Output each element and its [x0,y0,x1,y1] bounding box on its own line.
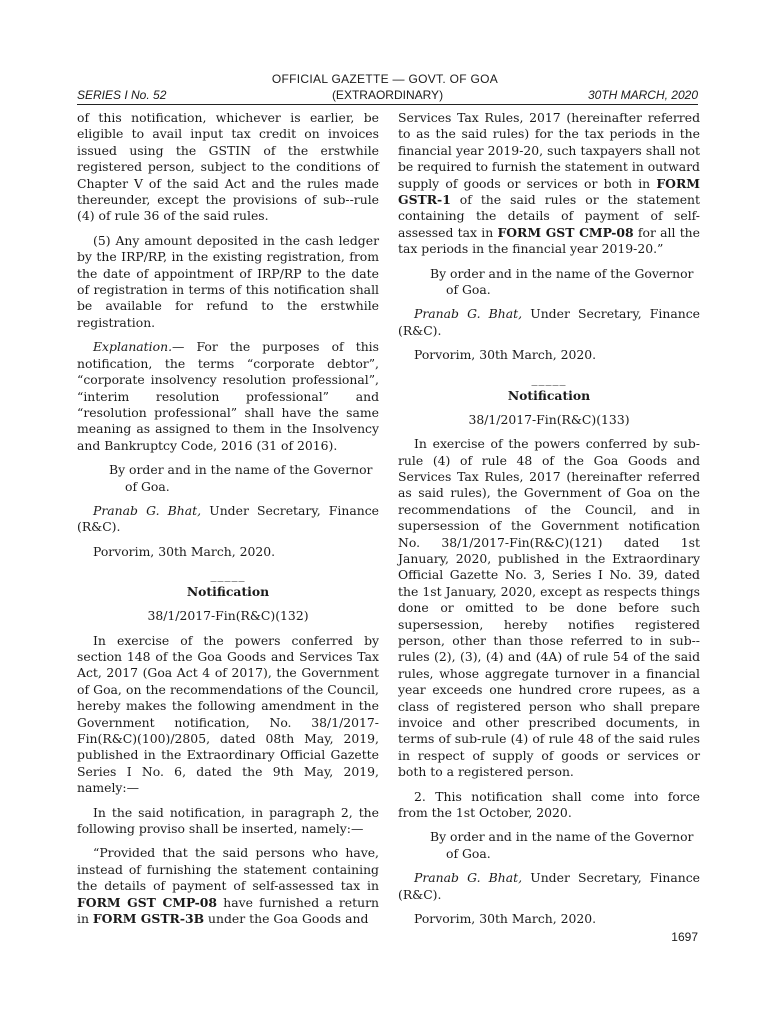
signer-name: Pranab G. Bhat, [414,306,523,322]
order-line-2: of Goa. [446,845,491,861]
left-paragraph-6 [77,845,379,927]
notification-title: Notification [507,387,591,403]
explanation-lead: Explanation. [93,339,173,355]
form-cmp08-label-2: FORM GST CMP-08 [497,224,634,240]
notification-number: 38/1/2017-Fin(R&C)(133) [468,411,630,427]
explanation-paragraph [77,339,379,454]
header-rule [77,104,698,105]
explanation-text: — For the purposes of this notification, the terms “corporate debtor”, “corporate insolvency resolution professional”, “interim resolution professional” and “resolution professional” shall have the same meaning as assigned to them in the Insolvency and Bankruptcy Code, 2016 (31 of 2016). [77,339,379,453]
left-column [77,110,379,927]
signer-title: Under Secretary, Finance (R&C). [77,502,379,535]
right-paragraph-2: In exercise of the powers conferred by sub-rule (4) of rule 48 of the Goa Goods and Services Tax Rules, 2017 (hereinafter referred as said rules), the Government of Goa on the recommendations of the Council, and in supersession of the Government notification No. 38/1/2017-Fin(R&C)(121) dated 1st January, 2020, published in the Extraordinary Official Gazette No. 3, Series I No. 39, dated the 1st January, 2020, except as respects things done or omitted to be done before such supersession, hereby notifies registered person, other than those referred to in sub--rules (2), (3), (4) and (4A) of rule 54 of the said rules, whose aggregate turnover in a financial year exceeds one hundred crore rupees, as a class of registered person who shall prepare invoice and other prescribed documents, in terms of sub-rule (4) of rule 48 of the said rules in respect of supply of goods or services or both to a registered person. [398,436,700,780]
order-line: By order and in the name of the Governor [109,462,373,478]
place-date: Porvorim, 30th March, 2020. [93,543,276,559]
signer-name: Pranab G. Bhat, [414,870,523,886]
form-gstr1-label: FORM GSTR-1 [398,175,700,208]
form-cmp08-label: FORM GST CMP-08 [77,894,218,910]
order-line: By order and in the name of the Governor [430,265,694,281]
right-text-e: for all the tax periods in the financial year 2019-20.” [398,224,700,257]
right-text-c: of the said rules or the statement containing the details of payment of self-assessed tax in [398,192,700,240]
signer-line [398,870,700,903]
left-paragraph-4: In exercise of the powers conferred by section 148 of the Goa Goods and Services Tax Act, 2017 (Goa Act 4 of 2017), the Government of Goa, on the recommendations of the Council, hereby makes the following amendment in the Government notification, No. 38/1/2017-Fin(R&C)(100)/2805, dated 08th May, 2019, published in the Extraordinary Official Gazette Series I No. 6, dated the 9th May, 2019, namely:— [77,632,379,796]
header-row [77,88,698,104]
gazette-title: OFFICIAL GAZETTE — GOVT. OF GOA [271,72,499,86]
right-paragraph-1 [398,110,700,258]
right-column [398,110,700,927]
series-label: SERIES I No. 52 [77,88,167,102]
extraordinary-label: (EXTRAORDINARY) [331,88,444,102]
left-paragraph-2: (5) Any amount deposited in the cash ledger by the IRP/RP, in the existing registration, from the date of appointment of IRP/RP to the date of registration in terms of this notification shall be available for refund to the erstwhile registration. [77,232,379,330]
signer-title: Under Secretary, Finance (R&C). [398,306,700,338]
place-date: Porvorim, 30th March, 2020. [414,911,597,927]
proviso-text-c: have furnished a return in [77,894,379,927]
order-line-2: of Goa. [446,282,491,298]
page-number: 1697 [671,930,698,944]
signer-title: Under Secretary, Finance (R&C). [398,870,700,902]
notification-title: Notification [186,584,270,600]
signer-name: Pranab G. Bhat, [93,502,202,518]
left-paragraph-5: In the said notification, in paragraph 2, the following proviso shall be inserted, namely:— [77,804,379,837]
signer-line [398,306,700,339]
right-paragraph-3: 2. This notification shall come into force from the 1st October, 2020. [398,788,700,821]
header-date: 30TH MARCH, 2020 [587,88,698,102]
place-date: Porvorim, 30th March, 2020. [414,347,597,363]
proviso-text-a: “Provided that the said persons who have, instead of furnishing the statement containing the details of payment of self-assessed tax in [77,845,379,894]
left-paragraph-1: of this notification, whichever is earlier, be eligible to avail input tax credit on invoices issued using the GSTIN of the erstwhile registered person, subject to the conditions of Chapter V of the said Act and the rules made thereunder, except the provisions of sub--rule (4) of rule 36 of the said rules. [77,110,379,224]
signer-line [77,503,379,536]
proviso-text-e: under the Goa Goods and [204,911,369,927]
separator: _____ [210,568,246,583]
right-text-a: Services Tax Rules, 2017 (hereinafter referred to as the said rules) for the tax periods in the financial year 2019-20, such taxpayers shall not be required to furnish the statement in outward supply of goods or services or both in [398,110,700,191]
order-line: By order and in the name of the Governor [430,829,694,845]
separator: _____ [531,371,567,386]
form-gstr3b-label: FORM GSTR-3B [92,911,205,927]
order-line-2: of Goa. [125,478,170,494]
notification-number: 38/1/2017-Fin(R&C)(132) [147,608,309,624]
